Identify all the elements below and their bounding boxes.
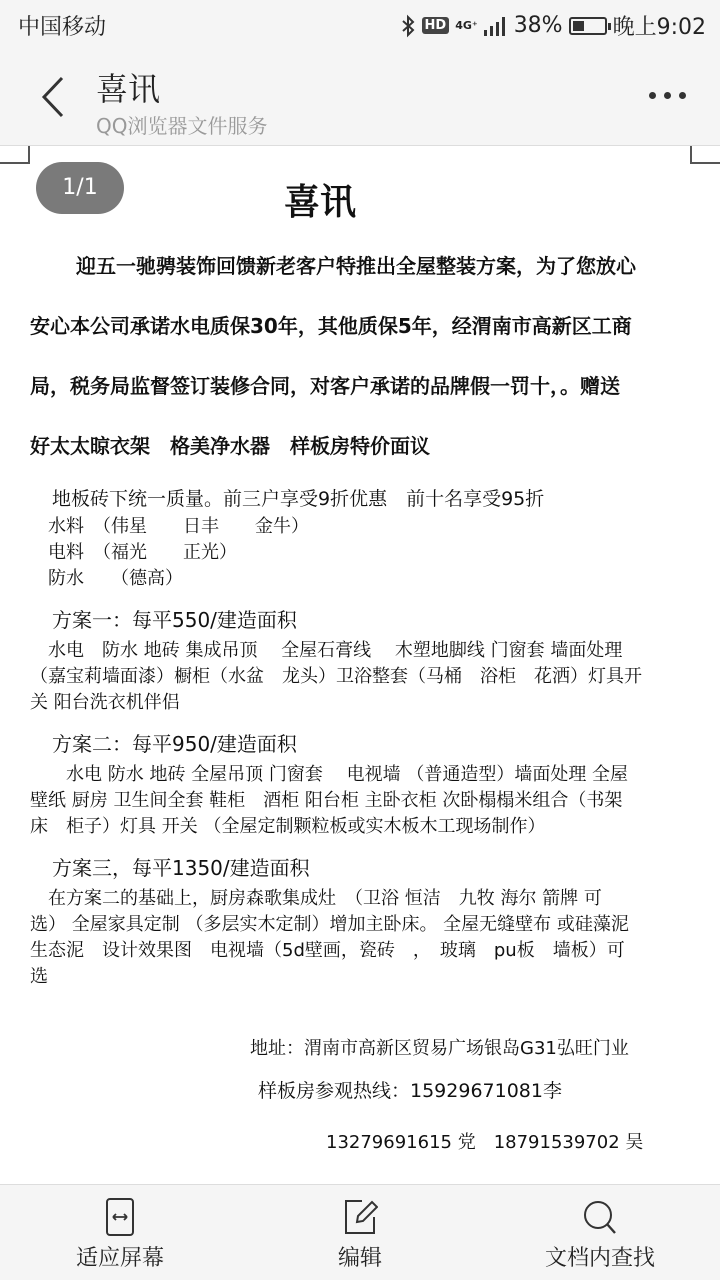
plan3-line: 生态泥 设计效果图 电视墙（5d壁画，瓷砖 ， 玻璃 pu板 墙板）可	[30, 940, 625, 961]
plan1-title: 方案一：每平550/建造面积	[52, 608, 297, 632]
more-dot-icon	[679, 92, 686, 99]
page-corner-marker	[690, 146, 720, 164]
bottom-toolbar	[0, 1184, 720, 1280]
phone-numbers: 13279691615 党 18791539702 吴	[326, 1132, 644, 1153]
network-label: 4G⁺	[455, 19, 478, 32]
plan1-line: 关 阳台洗衣机伴侣	[30, 692, 180, 713]
material-line: 防水 （德高）	[48, 568, 183, 589]
page-indicator: 1/1	[36, 162, 124, 214]
hotline-text: 样板房参观热线：15929671081李	[258, 1080, 562, 1102]
plan3-title: 方案三，每平1350/建造面积	[52, 856, 310, 880]
page-corner-marker	[0, 146, 30, 164]
more-options-button[interactable]	[649, 92, 686, 99]
bluetooth-icon	[400, 14, 416, 38]
more-dot-icon	[649, 92, 656, 99]
intro-line: 安心本公司承诺水电质保30年，其他质保5年，经渭南市高新区工商	[30, 314, 632, 338]
document-viewer[interactable]	[0, 146, 720, 1184]
more-dot-icon	[664, 92, 671, 99]
header-subtitle: QQ浏览器文件服务	[96, 114, 268, 138]
battery-icon	[569, 17, 607, 35]
plan2-line: 水电 防水 地砖 全屋吊顶 门窗套 电视墙 （普通造型）墙面处理 全屋	[48, 764, 629, 785]
app-header	[0, 50, 720, 146]
status-bar	[0, 0, 720, 50]
fit-screen-label: 适应屏幕	[75, 1246, 164, 1271]
back-button[interactable]	[34, 72, 74, 122]
intro-line: 迎五一驰骋装饰回馈新老客户特推出全屋整装方案，为了您放心	[76, 254, 636, 278]
edit-icon	[342, 1197, 378, 1237]
hd-badge: HD	[422, 17, 450, 34]
plan1-line: 水电 防水 地砖 集成吊顶 全屋石膏线 木塑地脚线 门窗套 墙面处理	[48, 640, 623, 661]
plan3-line: 选	[30, 966, 48, 987]
chevron-left-icon	[34, 72, 74, 122]
battery-percent: 38%	[513, 13, 563, 38]
fit-screen-button[interactable]	[20, 1185, 220, 1280]
intro-line: 局，税务局监督签订装修合同，对客户承诺的品牌假一罚十，。赠送	[30, 374, 620, 398]
address-text: 地址：渭南市高新区贸易广场银岛G31弘旺门业	[250, 1038, 629, 1059]
plan2-line: 壁纸 厨房 卫生间全套 鞋柜 酒柜 阳台柜 主卧衣柜 次卧榻榻米组合（书架	[30, 790, 623, 811]
plan1-line: （嘉宝莉墙面漆）橱柜（水盆 龙头）卫浴整套（马桶 浴柜 花洒）灯具开	[30, 666, 642, 687]
plan2-title: 方案二：每平950/建造面积	[52, 732, 297, 756]
promo-text: 地板砖下统一质量。前三户享受9折优惠 前十名享受95折	[52, 488, 545, 510]
edit-button[interactable]	[260, 1185, 460, 1280]
plan3-line: 在方案二的基础上，厨房森歌集成灶 （卫浴 恒洁 九牧 海尔 箭牌 可	[48, 888, 602, 909]
search-icon	[582, 1197, 618, 1237]
intro-line: 好太太晾衣架 格美净水器 样板房特价面议	[30, 434, 430, 458]
fit-screen-icon	[102, 1197, 138, 1237]
header-title: 喜讯	[96, 70, 161, 108]
plan2-line: 床 柜子）灯具 开关 （全屋定制颗粒板或实木板木工现场制作）	[30, 816, 546, 837]
carrier-label: 中国移动	[18, 15, 107, 40]
document-title: 喜讯	[283, 182, 356, 223]
clock: 晚上9:02	[612, 15, 706, 40]
signal-icon	[484, 16, 508, 36]
edit-label: 编辑	[337, 1246, 382, 1271]
find-label: 文档内查找	[544, 1246, 655, 1271]
material-line: 电料 （福光 正光）	[48, 542, 237, 563]
find-in-document-button[interactable]	[500, 1185, 700, 1280]
material-line: 水料 （伟星 日丰 金牛）	[48, 516, 309, 537]
status-icons	[400, 10, 706, 41]
battery-fill	[573, 21, 584, 31]
plan3-line: 选） 全屋家具定制 （多层实木定制）增加主卧床。 全屋无缝壁布 或硅藻泥	[30, 914, 629, 935]
